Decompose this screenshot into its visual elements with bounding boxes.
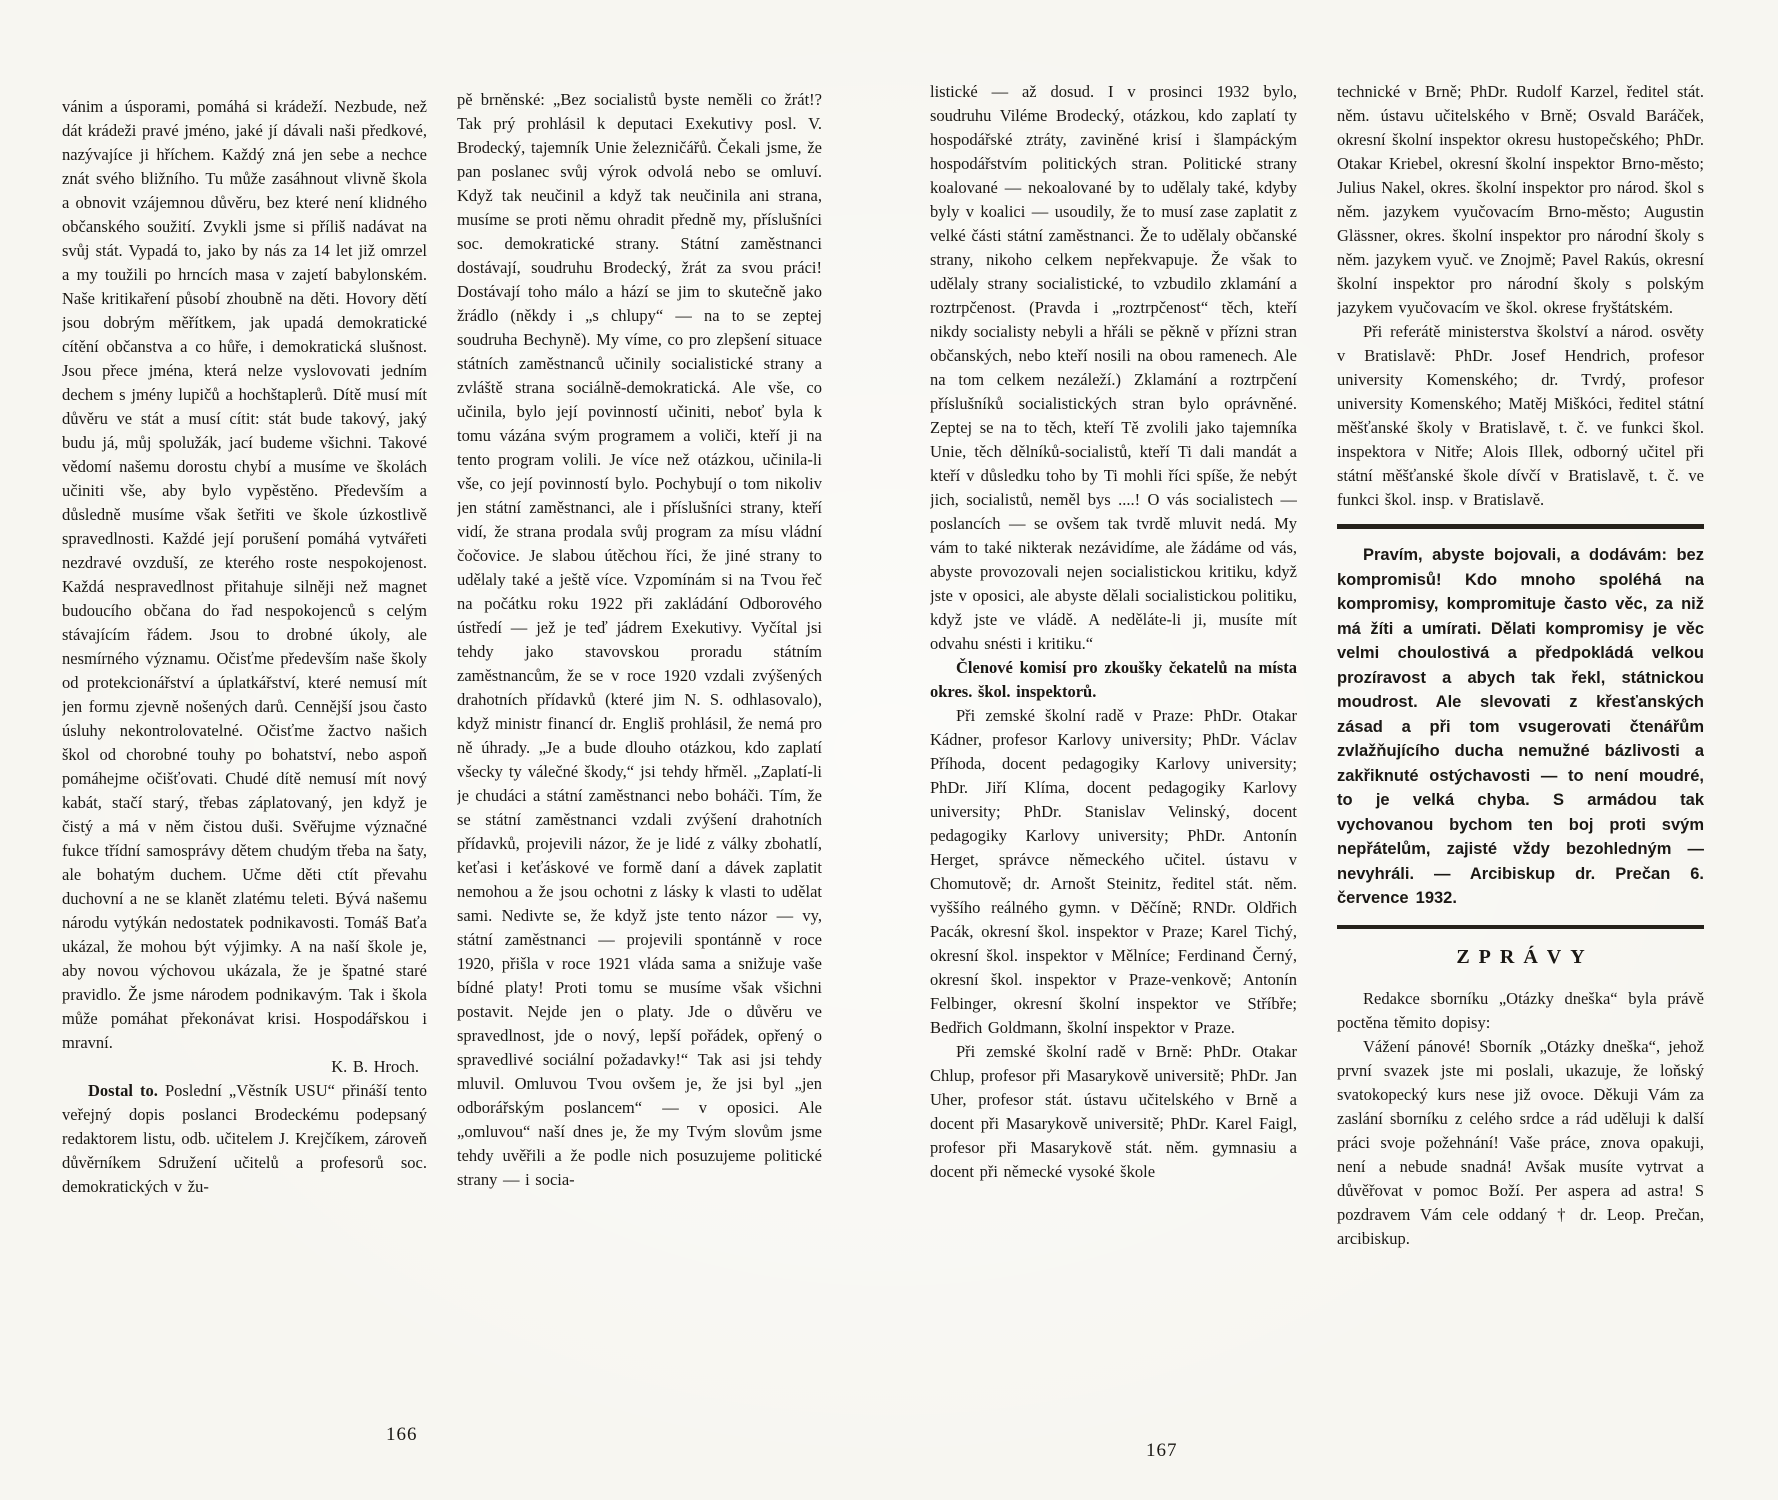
- page-166-column-2: [457, 88, 822, 1420]
- paragraph: listické — až dosud. I v prosinci 1932 bylo, soudruhu Viléme Brodecký, otázkou, kdo zaplatí ty hospodářské ztráty, zaviněné krisí i šlampáckým hospodářstvím politických stran. Politické strany koalované — nekoalované by to udělaly také, kdyby byly v koalici — usoudily, že to musí zase zaplatit z velké části státní zaměstnanci. Že to udělaly občanské strany, nikoho celkem nepřekvapuje. Že však to udělaly strany socialistické, to vzbudilo zklamání a roztrpčenost. (Pravda i „roztrpčenost“ těch, kteří nikdy socialisty nebyli a hřáli se pěkně v přízni stran občanských, nebo kteří nosili na obou ramenech. Ale na tom celkem nezáleží.) Zklamání a roztrpčení příslušníků socialistických stran bylo oprávněné. Zeptej se na to těch, kteří Tě zvolili jako tajemníka Unie, těch dělníků-socialistů, kteří Ti dali mandát a kteří v důsledku toho by Ti mohli říci spíše, že nebýt jich, socialistů, neměl bys ....! O vás socialistech — poslancích — se ovšem tak tvrdě mluvit nedá. My vám to také nikterak nezávidíme, ale žádáme od vás, abyste provozovali nejen socialistickou kritiku, když jste v oposici, ale abyste dělali socialistickou politiku, když jste ve vládě. A neděláte-li ji, musíte mít odvahu snésti i kritiku.“: [930, 82, 1297, 653]
- page-167-column-2: [1337, 80, 1704, 1428]
- paragraph: vánim a úsporami, pomáhá si krádeží. Nezbude, než dát krádeži pravé jméno, jaké jí dávali naši předkové, nazývajíce ji hříchem. Každý zná jen sebe a nechce znát svého bližního. Tu může zasáhnout vlivně škola a obnovit vzájemnou důvěru, bez které není klidného občanského soužití. Zvykli jsme si příliš nadávat na svůj stát. Vypadá to, jako by nás za 14 let již omrzel a my toužili po hrncích masa v zajetí babylonském. Naše kritikaření působí zhoubně na děti. Hovory dětí jsou dobrým měřítkem, jak upadá demokratické cítění občanstva a co hůře, i demokratická slušnost. Jsou přece jména, která nelze vyslovovati jedním dechem s jmény lupičů a hochštaplerů. Dítě musí mít důvěru ve stát a musí cítit: stát bude takový, jaký budu já, můj spolužák, jací budeme všichni. Takové vědomí našemu dorostu chybí a musíme ve školách učiniti vše, aby bylo vypěstěno. Především a důsledně musíme však šetřiti ve škole úzkostlivě spravedlnosti. Každé její porušení pomáhá vytvářeti nezdravé ovzduší, ze kterého roste nespokojenost. Každá nespravedlnost přitahuje silněji než magnet budoucího občana do řad nespokojenců s celým stávajícím řádem. Jsou to drobné úkoly, ale nesmírného významu. Očisťme především naše školy od protekcionářství a úplatkářství, které nemusí mít jen formu zjevně nošených darů. Cennější jsou často úsluhy nekontrolovatelné. Očisťme žactvo našich škol od chorobné touhy po bohatství, nebo aspoň pomáhejme očišťovati. Chudé dítě nemusí mít nový kabát, stačí starý, třebas záplatovaný, jen když je čistý a má v něm čistou duši. Svěřujme význačné fukce třídní samosprávy dětem chudým třeba na šaty, ale bohatým duchem. Učme děti ctít převahu duchovní a ne se klanět zlatému teleti. Bývá našemu národu vytýkán nedostatek podnikavosti. Tomáš Baťa ukázal, že mohou být výjimky. A na naší škole je, aby novou výchovou ukázala, že je špatné staré pravidlo. Že jsme národem podnikavým. Tak i škola může pomáhat překonávat krisi. Hospodářskou i mravní.: [62, 97, 427, 1052]
- paragraph: Při zemské školní radě v Praze: PhDr. Otakar Kádner, profesor Karlovy university; PhDr. Václav Příhoda, docent pedagogiky Karlovy university; PhDr. Jiří Klíma, docent pedagogiky Karlovy university; PhDr. Stanislav Velinský, docent pedagogiky Karlovy university; PhDr. Antonín Herget, správce německého učitel. ústavu v Chomutově; dr. Arnošt Steinitz, ředitel stát. něm. vyššího reálného gymn. v Děčíně; RNDr. Oldřich Pacák, okresní škol. inspektor v Praze; Karel Tichý, okresní škol. inspektor v Mělníce; Ferdinand Černý, okresní škol. inspektor v Praze-venkově; Antonín Felbinger, okresní školní inspektor ve Stříbře; Bedřich Goldmann, školní inspektor v Praze.: [930, 706, 1297, 1037]
- paragraph: technické v Brně; PhDr. Rudolf Karzel, ředitel stát. něm. ústavu učitelského v Brně; Osvald Baráček, okresní školní inspektor okresu hustopečského; PhDr. Otakar Kriebel, okresní školní inspektor Brno-město; Julius Nakel, okres. školní inspektor pro národ. škol s něm. jazykem vyučovacím Brno-město; Augustin Glässner, okres. školní inspektor pro národní školy s něm. jazykem vyuč. ve Znojmě; Pavel Rakús, okresní školní inspektor pro národní školy s polským jazykem vyučovacím ve škol. okrese fryštátském.: [1337, 82, 1704, 317]
- page-number-166: 166: [386, 1424, 418, 1445]
- separator-rule: [1337, 524, 1704, 529]
- separator-rule: [1337, 925, 1704, 929]
- paragraph-lead: Dostal to.: [88, 1081, 165, 1100]
- paragraph: pě brněnské: „Bez socialistů byste neměli co žrát!? Tak prý prohlásil k deputaci Exekutivy posl. V. Brodecký, tajemník Unie železničářů. Čekali jsme, že pan poslanec svůj výrok odvolá nebo se omluví. Když tak neučinil a když tak neučinila ani strana, musíme se proti němu ohradit předně my, příslušníci soc. demokratické strany. Státní zaměstnanci dostávají, soudruhu Brodecký, žrát za svou práci! Dostávají toho málo a hází se jim to skutečně jako žrádlo (někdy i „s chlupy“ — na to se zeptej soudruha Bechyně). My víme, co pro zlepšení situace státních zaměstnanců učinily socialistické strany a zvláště strana sociálně-demokratická. Ale vše, co učinila, bylo její povinností učiniti, neboť byla k tomu vázána svým programem a voliči, kteří ji na tento program volili. Je více než otázkou, učinila-li vše, co její povinností bylo. Pochybují o tom nikoliv jen státní zaměstnanci, ale i příslušníci strany, kteří vidí, že strana prodala svůj program za mísu vládní čočovice. Je slabou útěchou říci, že jiné strany to udělaly také a ještě více. Vzpomínám si na Tvou řeč na počátku roku 1922 při zakládání Odborového ústředí — jež je teď jádrem Exekutivy. Vyčítal jsi tehdy jako stavovskou proradu státním zaměstnancům, že se v roce 1920 vzdali zvýšených drahotních přídavků (které jim N. S. odhlasovalo), když ministr financí dr. Engliš prohlásil, že nemá pro ně úhrady. „Je a bude dlouho otázkou, kdo zaplatí všecky ty válečné škody,“ jsi tehdy hřměl. „Zaplatí-li je chudáci a státní zaměstnanci nebo boháči. Tím, že se státní zaměstnanci vzdali zvýšení drahotních přídavků, projevili názor, že je lidé z války zbohatlí, keťasi i keťáskové ve formě daní a dávek zaplatit nemohou a že jsou ochotni z lásky k vlasti to udělat sami. Nedivte se, že když jste tento názor — vy, státní zaměstnanci — projevili spontánně v roce 1920, přišla v roce 1921 vláda sama a snižuje vaše bídné platy! Proti tomu se musíme však všichni postavit. Nejde jen o platy. Jde o důvěru ve spravedlnost, jde o nový, lepší pořádek, opřený o spravedlivé sociální požadavky!“ Tak asi jsi tehdy mluvil. Omluvou Tvou ovšem je, že jsi byl „jen odborářským poslancem“ — v oposici. Ale „omluvou“ naší dnes je, že my Tvým slovům jsme tehdy uvěřili a že podle nich posuzujeme politické strany — i socia-: [457, 90, 822, 1189]
- paragraph: Při zemské školní radě v Brně: PhDr. Otakar Chlup, profesor při Masarykově universitě; PhDr. Jan Uher, profesor stát. ústavu učitelského v Brně a docent při Masarykově universitě; PhDr. Karel Faigl, profesor při Masarykově stát. něm. gymnasiu a docent při německé vysoké škole: [930, 1042, 1297, 1181]
- paragraph: Vážení pánové! Sborník „Otázky dneška“, jehož první svazek jste mi poslali, ukazuje, že loňský svatokopecký kurs nese již ovoce. Děkuji Vám za zaslání sborníku z celého srdce a rád uděluji k další práci svoje požehnání! Vaše práce, znova opakuji, není a nebude snadná! Avšak musíte vytrvat a důvěřovat v pomoc Boží. Per aspera ad astra! S pozdravem Vám cele oddaný † dr. Leop. Prečan, arcibiskup.: [1337, 1036, 1704, 1248]
- paragraph: Při referátě ministerstva školství a národ. osvěty v Bratislavě: PhDr. Josef Hendrich, profesor university Komenského; dr. Tvrdý, profesor university Komenského; Matěj Miškóci, ředitel státní měšťanské školy v Bratislavě, t. č. ve funkci škol. inspektora v Nitře; Alois Illek, odborný učitel při státní měšťanské škole dívčí v Bratislavě, t. č. ve funkci škol. insp. v Bratislavě.: [1337, 322, 1704, 509]
- signature: K. B. Hroch.: [331, 1057, 419, 1076]
- page-167-column-1: [930, 80, 1297, 1428]
- paragraph: Dostal to. Poslední „Věstník USU“ přináší tento veřejný dopis poslanci Brodeckému podepsaný redaktorem listu, odb. učitelem J. Krejčíkem, zároveň důvěrníkem Sdružení učitelů a profesorů soc. demokratických v žu-: [62, 1081, 427, 1196]
- paragraph: Redakce sborníku „Otázky dneška“ byla právě poctěna těmito dopisy:: [1337, 988, 1704, 1032]
- paragraph: Pravím, abyste bojovali, a dodávám: bez kompromisů! Kdo mnoho spoléhá na kompromisy, kompromituje často věc, za niž má žíti a umírati. Dělati kompromisy je věc velmi choulostivá a předpokládá velkou prozíravost a abych tak řekl, státnickou moudrost. Ale slevovati z křesťanských zásad a při tom vsugerovati čtenářům zvlažňujícího ducha nemužné bázlivosti a zakřiknuté ostýchavosti — to není moudré, to je velká chyba. S armádou tak vychovanou bychom ten boj proti svým nepřátelům, zajisté vždy bezohledným — nevyhráli. — Arcibiskup dr. Prečan 6. července 1932.: [1337, 546, 1704, 907]
- page-number-167: 167: [1146, 1440, 1178, 1461]
- page-166-column-1: [62, 95, 427, 1410]
- paragraph: Členové komisí pro zkoušky čekatelů na místa okres. škol. inspektorů.: [930, 658, 1297, 701]
- section-heading-zpravy: ZPRÁVY: [1456, 945, 1594, 968]
